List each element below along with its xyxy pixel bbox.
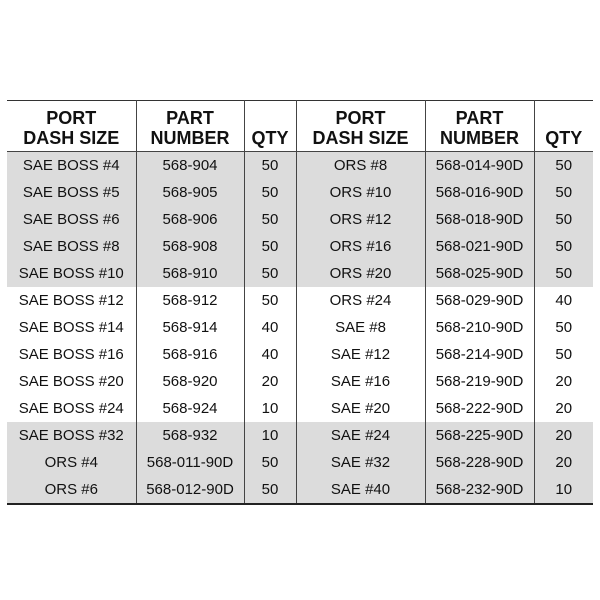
qty-cell-left: 40 xyxy=(244,314,296,341)
qty-cell-right: 50 xyxy=(534,341,593,368)
part-number-cell-right: 568-025-90D xyxy=(425,260,534,287)
part-number-cell-right: 568-210-90D xyxy=(425,314,534,341)
parts-table xyxy=(7,100,593,505)
port-dash-size-cell-left: SAE BOSS #8 xyxy=(7,233,136,260)
qty-cell-right: 20 xyxy=(534,368,593,395)
qty-cell-right: 50 xyxy=(534,314,593,341)
qty-cell-left: 20 xyxy=(244,368,296,395)
table-row xyxy=(7,368,593,395)
qty-cell-left: 50 xyxy=(244,206,296,233)
part-number-cell-right: 568-029-90D xyxy=(425,287,534,314)
port-dash-size-cell-right: SAE #32 xyxy=(296,449,425,476)
part-number-cell-right: 568-214-90D xyxy=(425,341,534,368)
qty-cell-right: 20 xyxy=(534,395,593,422)
port-dash-size-cell-left: SAE BOSS #10 xyxy=(7,260,136,287)
port-dash-size-cell-left: SAE BOSS #4 xyxy=(7,152,136,180)
part-number-cell-left: 568-910 xyxy=(136,260,244,287)
qty-cell-left: 50 xyxy=(244,287,296,314)
qty-cell-left: 50 xyxy=(244,449,296,476)
port-dash-size-cell-right: SAE #12 xyxy=(296,341,425,368)
part-number-cell-right: 568-222-90D xyxy=(425,395,534,422)
table-row xyxy=(7,287,593,314)
port-dash-size-cell-right: ORS #10 xyxy=(296,179,425,206)
part-number-cell-right: 568-228-90D xyxy=(425,449,534,476)
table-row xyxy=(7,260,593,287)
part-number-cell-right: 568-225-90D xyxy=(425,422,534,449)
table-row xyxy=(7,341,593,368)
table-row xyxy=(7,314,593,341)
part-number-cell-left: 568-914 xyxy=(136,314,244,341)
header-qty-right: QTY xyxy=(534,101,593,152)
port-dash-size-cell-left: SAE BOSS #16 xyxy=(7,341,136,368)
part-number-cell-left: 568-011-90D xyxy=(136,449,244,476)
part-number-cell-left: 568-916 xyxy=(136,341,244,368)
part-number-cell-left: 568-904 xyxy=(136,152,244,180)
part-number-cell-left: 568-924 xyxy=(136,395,244,422)
header-row xyxy=(7,101,593,152)
qty-cell-left: 50 xyxy=(244,476,296,504)
port-dash-size-cell-left: SAE BOSS #32 xyxy=(7,422,136,449)
qty-cell-left: 10 xyxy=(244,395,296,422)
part-number-cell-left: 568-932 xyxy=(136,422,244,449)
port-dash-size-cell-right: SAE #20 xyxy=(296,395,425,422)
table-row xyxy=(7,233,593,260)
qty-cell-left: 50 xyxy=(244,179,296,206)
part-number-cell-right: 568-219-90D xyxy=(425,368,534,395)
port-dash-size-cell-right: ORS #8 xyxy=(296,152,425,180)
header-port-dash-size-right: PORT DASH SIZE xyxy=(296,101,425,152)
qty-cell-right: 10 xyxy=(534,476,593,504)
part-number-cell-right: 568-018-90D xyxy=(425,206,534,233)
part-number-cell-left: 568-912 xyxy=(136,287,244,314)
part-number-cell-right: 568-232-90D xyxy=(425,476,534,504)
part-number-cell-right: 568-014-90D xyxy=(425,152,534,180)
qty-cell-left: 50 xyxy=(244,260,296,287)
qty-cell-right: 50 xyxy=(534,152,593,180)
qty-cell-left: 40 xyxy=(244,341,296,368)
qty-cell-left: 50 xyxy=(244,152,296,180)
part-number-cell-right: 568-021-90D xyxy=(425,233,534,260)
header-port-dash-size-left: PORT DASH SIZE xyxy=(7,101,136,152)
qty-cell-right: 40 xyxy=(534,287,593,314)
port-dash-size-cell-left: SAE BOSS #14 xyxy=(7,314,136,341)
port-dash-size-cell-right: ORS #16 xyxy=(296,233,425,260)
part-number-cell-left: 568-920 xyxy=(136,368,244,395)
port-dash-size-cell-right: SAE #8 xyxy=(296,314,425,341)
port-dash-size-cell-right: SAE #40 xyxy=(296,476,425,504)
header-qty-left: QTY xyxy=(244,101,296,152)
port-dash-size-cell-right: ORS #24 xyxy=(296,287,425,314)
port-dash-size-cell-left: SAE BOSS #5 xyxy=(7,179,136,206)
part-number-cell-left: 568-908 xyxy=(136,233,244,260)
port-dash-size-cell-left: ORS #6 xyxy=(7,476,136,504)
port-dash-size-cell-right: SAE #24 xyxy=(296,422,425,449)
qty-cell-right: 50 xyxy=(534,260,593,287)
part-number-cell-right: 568-016-90D xyxy=(425,179,534,206)
qty-cell-right: 50 xyxy=(534,179,593,206)
port-dash-size-cell-left: SAE BOSS #24 xyxy=(7,395,136,422)
table-row xyxy=(7,449,593,476)
qty-cell-right: 20 xyxy=(534,422,593,449)
table-row xyxy=(7,179,593,206)
port-dash-size-cell-left: SAE BOSS #20 xyxy=(7,368,136,395)
table-row xyxy=(7,422,593,449)
table-body xyxy=(7,152,593,505)
part-number-cell-left: 568-012-90D xyxy=(136,476,244,504)
qty-cell-left: 50 xyxy=(244,233,296,260)
port-dash-size-cell-right: ORS #20 xyxy=(296,260,425,287)
port-dash-size-cell-left: SAE BOSS #12 xyxy=(7,287,136,314)
port-dash-size-cell-left: SAE BOSS #6 xyxy=(7,206,136,233)
header-part-number-left: PART NUMBER xyxy=(136,101,244,152)
table-row xyxy=(7,152,593,180)
port-dash-size-cell-right: ORS #12 xyxy=(296,206,425,233)
part-number-cell-left: 568-906 xyxy=(136,206,244,233)
port-dash-size-cell-left: ORS #4 xyxy=(7,449,136,476)
port-dash-size-cell-right: SAE #16 xyxy=(296,368,425,395)
header-part-number-right: PART NUMBER xyxy=(425,101,534,152)
qty-cell-left: 10 xyxy=(244,422,296,449)
table-row xyxy=(7,206,593,233)
table-row xyxy=(7,395,593,422)
qty-cell-right: 50 xyxy=(534,233,593,260)
qty-cell-right: 20 xyxy=(534,449,593,476)
table-row xyxy=(7,476,593,504)
qty-cell-right: 50 xyxy=(534,206,593,233)
part-number-cell-left: 568-905 xyxy=(136,179,244,206)
table-header xyxy=(7,101,593,152)
